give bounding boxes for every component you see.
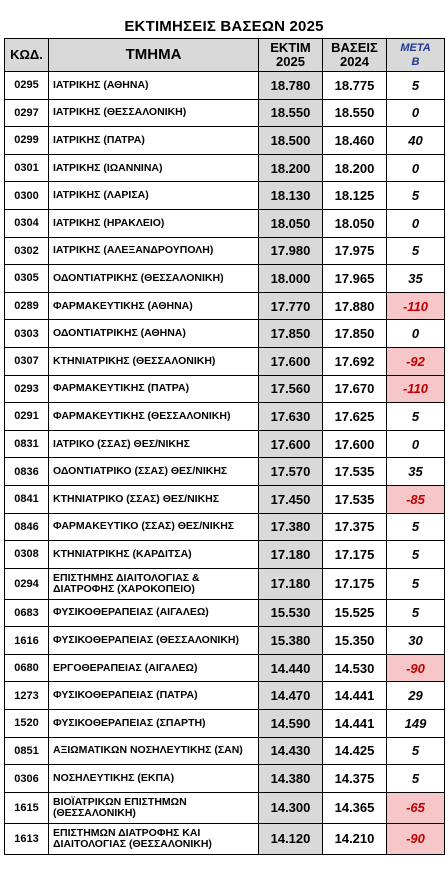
- cell-estimate-2025: 17.600: [259, 347, 323, 375]
- cell-change: -92: [387, 347, 445, 375]
- cell-estimate-2025: 18.550: [259, 99, 323, 127]
- cell-estimate-2025: 17.600: [259, 430, 323, 458]
- cell-department: ΝΟΣΗΛΕΥΤΙΚΗΣ (ΕΚΠΑ): [49, 765, 259, 793]
- cell-department: ΙΑΤΡΙΚΗΣ (ΛΑΡΙΣΑ): [49, 182, 259, 210]
- cell-department: ΟΔΟΝΤΙΑΤΡΙΚΗΣ (ΑΘΗΝΑ): [49, 320, 259, 348]
- cell-department: ΦΥΣΙΚΟΘΕΡΑΠΕΙΑΣ (ΑΙΓΑΛΕΩ): [49, 599, 259, 627]
- table-row: [5, 682, 445, 710]
- cell-change: 5: [387, 237, 445, 265]
- cell-code: 0304: [5, 209, 49, 237]
- cell-estimate-2025: 15.380: [259, 627, 323, 655]
- column-header-estimate: [259, 39, 323, 72]
- cell-base-2024: 17.175: [323, 568, 387, 599]
- cell-code: 0299: [5, 127, 49, 155]
- cell-code: 0294: [5, 568, 49, 599]
- table-row: [5, 375, 445, 403]
- cell-change: 35: [387, 265, 445, 293]
- cell-department: ΚΤΗΝΙΑΤΡΙΚΗΣ (ΘΕΣΣΑΛΟΝΙΚΗ): [49, 347, 259, 375]
- cell-code: 0851: [5, 737, 49, 765]
- cell-change: 5: [387, 765, 445, 793]
- table-row: [5, 347, 445, 375]
- cell-base-2024: 17.880: [323, 292, 387, 320]
- table-row: [5, 430, 445, 458]
- cell-change: 0: [387, 209, 445, 237]
- cell-code: 0303: [5, 320, 49, 348]
- cell-department: ΦΑΡΜΑΚΕΥΤΙΚΗΣ (ΠΑΤΡΑ): [49, 375, 259, 403]
- cell-estimate-2025: 14.300: [259, 792, 323, 823]
- table-row: [5, 654, 445, 682]
- cell-base-2024: 17.965: [323, 265, 387, 293]
- cell-estimate-2025: 17.980: [259, 237, 323, 265]
- cell-change: 149: [387, 710, 445, 738]
- cell-base-2024: 17.850: [323, 320, 387, 348]
- cell-code: 1613: [5, 823, 49, 854]
- table-row: [5, 765, 445, 793]
- table-row: [5, 320, 445, 348]
- header-row: [5, 39, 445, 72]
- table-row: [5, 541, 445, 569]
- cell-code: 1616: [5, 627, 49, 655]
- cell-code: 0831: [5, 430, 49, 458]
- cell-change: 0: [387, 320, 445, 348]
- cell-estimate-2025: 14.120: [259, 823, 323, 854]
- cell-change: -110: [387, 375, 445, 403]
- table-row: [5, 513, 445, 541]
- cell-department: ΙΑΤΡΙΚΗΣ (ΑΛΕΞΑΝΔΡΟΥΠΟΛΗ): [49, 237, 259, 265]
- cell-department: ΕΠΙΣΤΗΜΩΝ ΔΙΑΤΡΟΦΗΣ ΚΑΙ ΔΙΑΙΤΟΛΟΓΙΑΣ (ΘΕΣΣΑΛΟΝΙΚΗ): [49, 823, 259, 854]
- cell-estimate-2025: 18.050: [259, 209, 323, 237]
- table-row: [5, 823, 445, 854]
- cell-base-2024: 14.365: [323, 792, 387, 823]
- cell-base-2024: 17.670: [323, 375, 387, 403]
- cell-department: ΦΑΡΜΑΚΕΥΤΙΚΗΣ (ΑΘΗΝΑ): [49, 292, 259, 320]
- cell-code: 0836: [5, 458, 49, 486]
- cell-change: 0: [387, 99, 445, 127]
- cell-base-2024: 14.441: [323, 710, 387, 738]
- cell-code: 0305: [5, 265, 49, 293]
- table-row: [5, 568, 445, 599]
- cell-estimate-2025: 14.470: [259, 682, 323, 710]
- cell-department: ΕΠΙΣΤΗΜΗΣ ΔΙΑΙΤΟΛΟΓΙΑΣ & ΔΙΑΤΡΟΦΗΣ (ΧΑΡΟΚΟΠΕΙΟ): [49, 568, 259, 599]
- cell-base-2024: 15.525: [323, 599, 387, 627]
- cell-department: ΚΤΗΝΙΑΤΡΙΚΗΣ (ΚΑΡΔΙΤΣΑ): [49, 541, 259, 569]
- cell-estimate-2025: 17.850: [259, 320, 323, 348]
- cell-estimate-2025: 17.380: [259, 513, 323, 541]
- cell-change: -85: [387, 485, 445, 513]
- table-row: [5, 237, 445, 265]
- cell-estimate-2025: 18.130: [259, 182, 323, 210]
- cell-code: 0297: [5, 99, 49, 127]
- table-row: [5, 182, 445, 210]
- cell-base-2024: 14.210: [323, 823, 387, 854]
- table-body: [5, 72, 445, 855]
- cell-estimate-2025: 14.590: [259, 710, 323, 738]
- estimate-header-line1: ΕΚΤΙΜ: [270, 40, 311, 55]
- cell-estimate-2025: 14.430: [259, 737, 323, 765]
- cell-code: 1520: [5, 710, 49, 738]
- table-row: [5, 265, 445, 293]
- column-header-change: [387, 39, 445, 72]
- cell-code: 0846: [5, 513, 49, 541]
- cell-department: ΙΑΤΡΙΚΗΣ (ΠΑΤΡΑ): [49, 127, 259, 155]
- cell-change: 5: [387, 72, 445, 100]
- table-row: [5, 599, 445, 627]
- cell-change: 0: [387, 154, 445, 182]
- cell-estimate-2025: 18.500: [259, 127, 323, 155]
- cell-change: 5: [387, 513, 445, 541]
- cell-department: ΦΑΡΜΑΚΕΥΤΙΚΗΣ (ΘΕΣΣΑΛΟΝΙΚΗ): [49, 403, 259, 431]
- table-row: [5, 403, 445, 431]
- table-row: [5, 627, 445, 655]
- cell-department: ΙΑΤΡΙΚΗΣ (ΗΡΑΚΛΕΙΟ): [49, 209, 259, 237]
- cell-code: 0289: [5, 292, 49, 320]
- cell-estimate-2025: 17.560: [259, 375, 323, 403]
- cell-estimate-2025: 18.200: [259, 154, 323, 182]
- cell-department: ΦΑΡΜΑΚΕΥΤΙΚΟ (ΣΣΑΣ) ΘΕΣ/ΝΙΚΗΣ: [49, 513, 259, 541]
- base-header-line1: ΒΑΣΕΙΣ: [331, 40, 378, 55]
- cell-estimate-2025: 17.770: [259, 292, 323, 320]
- cell-base-2024: 18.050: [323, 209, 387, 237]
- change-header-line2: Β: [411, 56, 420, 68]
- sheet-title: ΕΚΤΙΜΗΣΕΙΣ ΒΑΣΕΩΝ 2025: [124, 18, 324, 35]
- cell-estimate-2025: 15.530: [259, 599, 323, 627]
- table-row: [5, 72, 445, 100]
- estimate-header-line2: 2025: [276, 54, 305, 69]
- column-header-base: [323, 39, 387, 72]
- cell-base-2024: 17.535: [323, 485, 387, 513]
- column-header-code: ΚΩΔ.: [5, 39, 49, 72]
- table-row: [5, 792, 445, 823]
- column-header-department: ΤΜΗΜΑ: [49, 39, 259, 72]
- cell-change: -65: [387, 792, 445, 823]
- cell-base-2024: 17.535: [323, 458, 387, 486]
- table-row: [5, 737, 445, 765]
- cell-department: ΟΔΟΝΤΙΑΤΡΙΚΗΣ (ΘΕΣΣΑΛΟΝΙΚΗ): [49, 265, 259, 293]
- cell-change: -110: [387, 292, 445, 320]
- cell-department: ΙΑΤΡΙΚΟ (ΣΣΑΣ) ΘΕΣ/ΝΙΚΗΣ: [49, 430, 259, 458]
- cell-code: 0307: [5, 347, 49, 375]
- cell-estimate-2025: 18.780: [259, 72, 323, 100]
- base-header-line2: 2024: [340, 54, 369, 69]
- cell-change: 5: [387, 568, 445, 599]
- cell-change: 30: [387, 627, 445, 655]
- cell-base-2024: 17.600: [323, 430, 387, 458]
- cell-department: ΙΑΤΡΙΚΗΣ (ΙΩΑΝΝΙΝΑ): [49, 154, 259, 182]
- cell-base-2024: 14.425: [323, 737, 387, 765]
- cell-code: 0300: [5, 182, 49, 210]
- cell-change: 35: [387, 458, 445, 486]
- cell-base-2024: 14.530: [323, 654, 387, 682]
- cell-code: 0841: [5, 485, 49, 513]
- cell-code: 0302: [5, 237, 49, 265]
- estimates-table: [4, 38, 445, 855]
- cell-change: 5: [387, 599, 445, 627]
- cell-estimate-2025: 14.440: [259, 654, 323, 682]
- cell-base-2024: 18.460: [323, 127, 387, 155]
- table-row: [5, 209, 445, 237]
- cell-department: ΦΥΣΙΚΟΘΕΡΑΠΕΙΑΣ (ΣΠΑΡΤΗ): [49, 710, 259, 738]
- cell-estimate-2025: 17.570: [259, 458, 323, 486]
- cell-department: ΕΡΓΟΘΕΡΑΠΕΙΑΣ (ΑΙΓΑΛΕΩ): [49, 654, 259, 682]
- cell-estimate-2025: 17.630: [259, 403, 323, 431]
- cell-estimate-2025: 17.450: [259, 485, 323, 513]
- cell-base-2024: 17.175: [323, 541, 387, 569]
- cell-code: 0291: [5, 403, 49, 431]
- cell-base-2024: 14.441: [323, 682, 387, 710]
- cell-change: 5: [387, 403, 445, 431]
- cell-department: ΙΑΤΡΙΚΗΣ (ΑΘΗΝΑ): [49, 72, 259, 100]
- cell-base-2024: 17.975: [323, 237, 387, 265]
- cell-base-2024: 15.350: [323, 627, 387, 655]
- cell-department: ΙΑΤΡΙΚΗΣ (ΘΕΣΣΑΛΟΝΙΚΗ): [49, 99, 259, 127]
- cell-code: 0680: [5, 654, 49, 682]
- cell-change: 5: [387, 541, 445, 569]
- cell-department: ΒΙΟΪΑΤΡΙΚΩΝ ΕΠΙΣΤΗΜΩΝ (ΘΕΣΣΑΛΟΝΙΚΗ): [49, 792, 259, 823]
- table-row: [5, 154, 445, 182]
- cell-base-2024: 18.550: [323, 99, 387, 127]
- cell-department: ΦΥΣΙΚΟΘΕΡΑΠΕΙΑΣ (ΠΑΤΡΑ): [49, 682, 259, 710]
- cell-base-2024: 17.625: [323, 403, 387, 431]
- table-row: [5, 99, 445, 127]
- cell-base-2024: 17.692: [323, 347, 387, 375]
- cell-department: ΟΔΟΝΤΙΑΤΡΙΚΟ (ΣΣΑΣ) ΘΕΣ/ΝΙΚΗΣ: [49, 458, 259, 486]
- change-header-line1: ΜΕΤΑ: [400, 42, 431, 54]
- cell-estimate-2025: 18.000: [259, 265, 323, 293]
- cell-change: -90: [387, 654, 445, 682]
- cell-base-2024: 18.200: [323, 154, 387, 182]
- cell-change: 5: [387, 182, 445, 210]
- cell-department: ΦΥΣΙΚΟΘΕΡΑΠΕΙΑΣ (ΘΕΣΣΑΛΟΝΙΚΗ): [49, 627, 259, 655]
- cell-estimate-2025: 14.380: [259, 765, 323, 793]
- cell-estimate-2025: 17.180: [259, 541, 323, 569]
- cell-base-2024: 14.375: [323, 765, 387, 793]
- table-row: [5, 458, 445, 486]
- table-row: [5, 292, 445, 320]
- cell-change: 29: [387, 682, 445, 710]
- table-row: [5, 485, 445, 513]
- cell-code: 0683: [5, 599, 49, 627]
- estimates-sheet: [4, 16, 444, 855]
- cell-change: 5: [387, 737, 445, 765]
- cell-department: ΑΞΙΩΜΑΤΙΚΩΝ ΝΟΣΗΛΕΥΤΙΚΗΣ (ΣΑΝ): [49, 737, 259, 765]
- cell-code: 0301: [5, 154, 49, 182]
- cell-code: 0295: [5, 72, 49, 100]
- table-row: [5, 127, 445, 155]
- cell-change: 0: [387, 430, 445, 458]
- cell-code: 1615: [5, 792, 49, 823]
- cell-base-2024: 18.125: [323, 182, 387, 210]
- cell-estimate-2025: 17.180: [259, 568, 323, 599]
- table-row: [5, 710, 445, 738]
- cell-code: 0306: [5, 765, 49, 793]
- cell-base-2024: 17.375: [323, 513, 387, 541]
- cell-code: 0308: [5, 541, 49, 569]
- cell-code: 0293: [5, 375, 49, 403]
- cell-code: 1273: [5, 682, 49, 710]
- cell-department: ΚΤΗΝΙΑΤΡΙΚΟ (ΣΣΑΣ) ΘΕΣ/ΝΙΚΗΣ: [49, 485, 259, 513]
- cell-change: -90: [387, 823, 445, 854]
- cell-base-2024: 18.775: [323, 72, 387, 100]
- cell-change: 40: [387, 127, 445, 155]
